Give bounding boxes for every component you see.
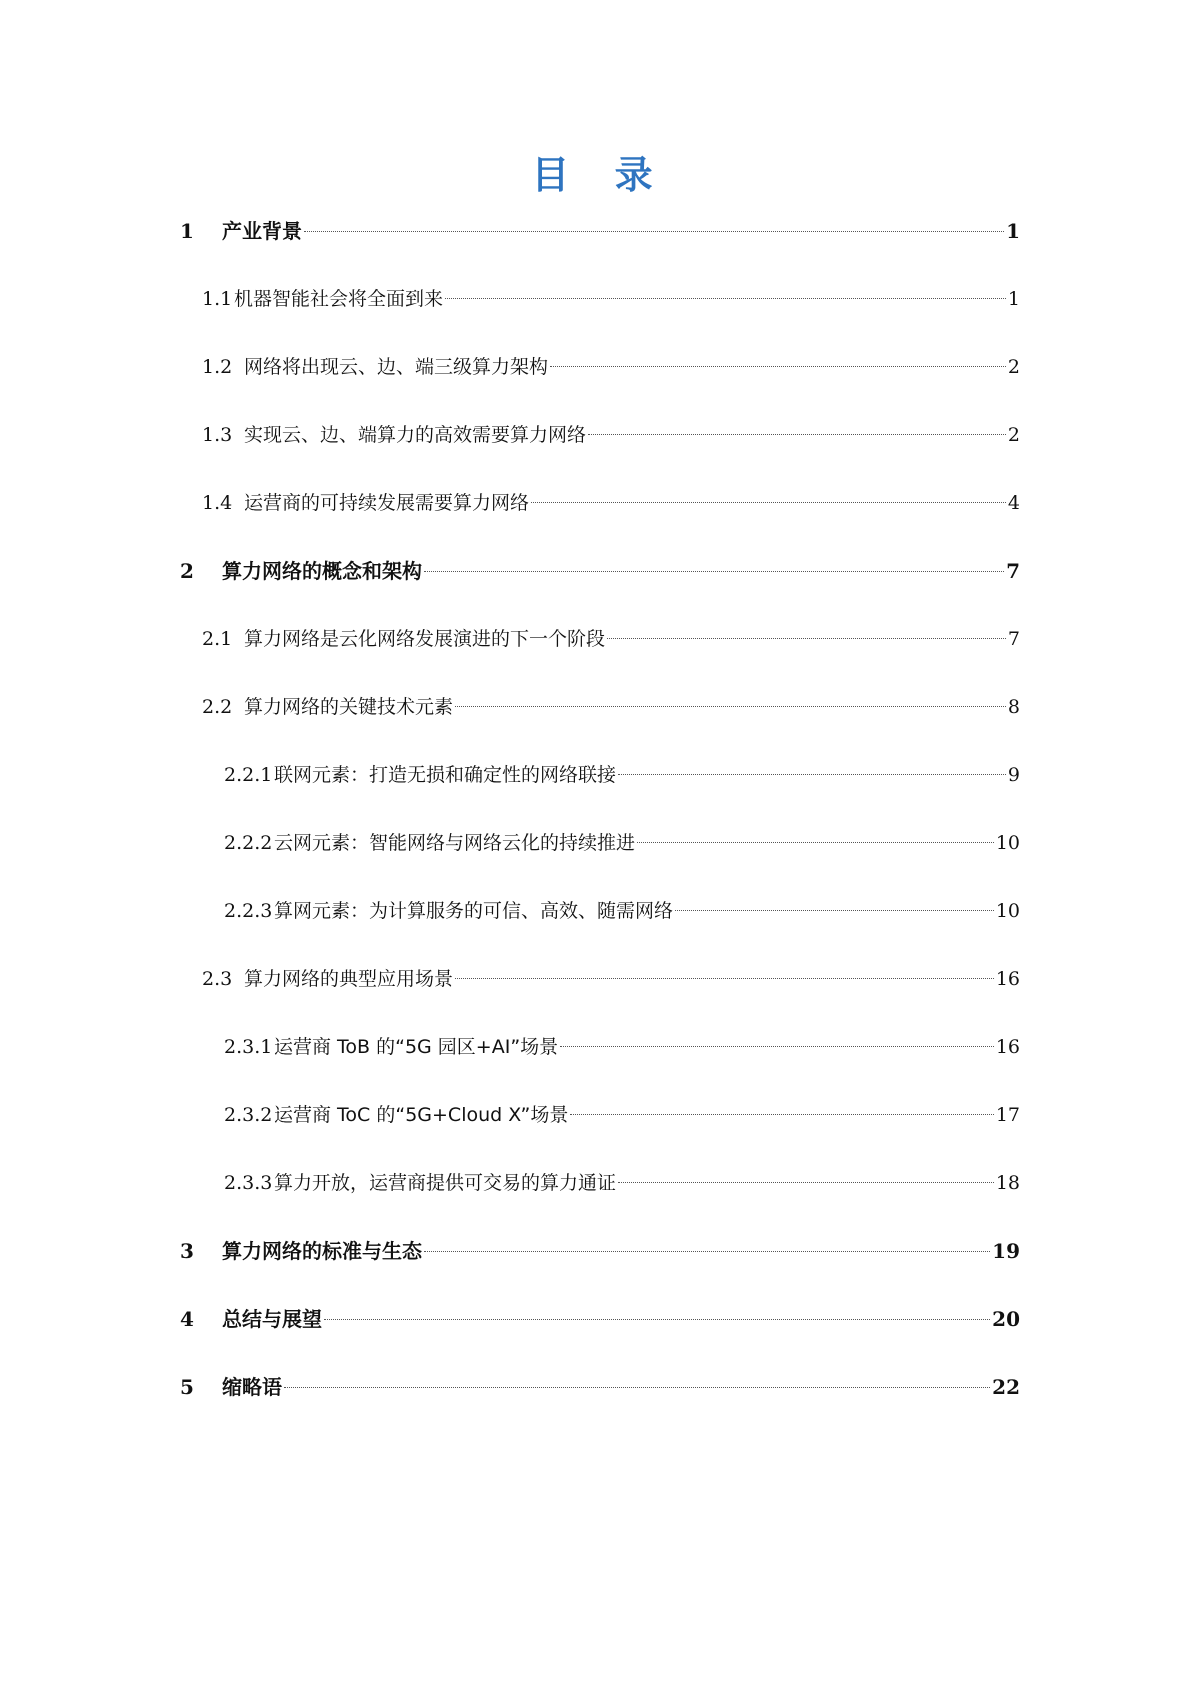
dot-leader <box>618 1182 994 1183</box>
toc-entry-number: 1.2 <box>202 356 233 378</box>
toc-entry-label: 产业背景 <box>222 219 302 243</box>
toc-entry-page: 10 <box>995 900 1020 922</box>
toc-entry-label: 算力网络的关键技术元素 <box>244 696 454 718</box>
dot-leader <box>570 1114 993 1115</box>
toc-entry-1-4[interactable] <box>202 488 1020 518</box>
toc-entry-number: 1 <box>180 219 194 243</box>
toc-entry-1-2[interactable] <box>202 352 1020 382</box>
toc-entry-page: 1 <box>1007 288 1020 310</box>
dot-leader <box>560 1046 994 1047</box>
dot-leader <box>284 1387 990 1388</box>
dot-leader <box>424 571 1004 572</box>
toc-entry-label: 算力网络的典型应用场景 <box>244 968 454 990</box>
toc-entry-number: 2.2.3 <box>224 900 273 922</box>
toc-entry-number: 2.3 <box>202 968 233 990</box>
toc-entry-page: 18 <box>995 1172 1020 1194</box>
toc-entry-page: 19 <box>992 1239 1020 1263</box>
dot-leader <box>531 502 1006 503</box>
toc-entry-label: 网络将出现云、边、端三级算力架构 <box>244 356 549 378</box>
toc-entry-page: 7 <box>1007 628 1020 650</box>
dot-leader <box>445 298 1006 299</box>
toc-entry-label: 算力网络的标准与生态 <box>222 1239 422 1263</box>
toc-entry-2[interactable] <box>180 556 1020 586</box>
toc-entry-1-1[interactable] <box>202 284 1020 314</box>
toc-entry-label: 算力网络是云化网络发展演进的下一个阶段 <box>244 628 606 650</box>
toc-entry-label: 机器智能社会将全面到来 <box>234 288 444 310</box>
toc-entry-page: 10 <box>995 832 1020 854</box>
toc-entry-number: 2.2.2 <box>224 832 273 854</box>
toc-entry-page: 16 <box>995 1036 1020 1058</box>
toc-entry-number: 2.1 <box>202 628 233 650</box>
toc-entry-page: 4 <box>1007 492 1020 514</box>
toc-entry-number: 3 <box>180 1239 194 1263</box>
toc-entry-label: 实现云、边、端算力的高效需要算力网络 <box>244 424 587 446</box>
toc-entry-label: 运营商 ToB 的“5G 园区+AI”场景 <box>274 1036 559 1058</box>
dot-leader <box>455 978 994 979</box>
toc-entry-2-2[interactable] <box>202 692 1020 722</box>
dot-leader <box>607 638 1006 639</box>
toc-entry-4[interactable] <box>180 1304 1020 1334</box>
toc-entry-page: 8 <box>1007 696 1020 718</box>
toc-entry-2-1[interactable] <box>202 624 1020 654</box>
toc-entry-2-2-3[interactable] <box>224 896 1020 926</box>
toc-entry-5[interactable] <box>180 1372 1020 1402</box>
dot-leader <box>324 1319 990 1320</box>
toc-entry-label: 云网元素：智能网络与网络云化的持续推进 <box>274 832 636 854</box>
dot-leader <box>550 366 1006 367</box>
dot-leader <box>675 910 994 911</box>
toc-entry-page: 1 <box>1006 219 1020 243</box>
toc-entry-number: 2.3.2 <box>224 1104 273 1126</box>
dot-leader <box>588 434 1006 435</box>
toc-entry-page: 7 <box>1006 559 1020 583</box>
dot-leader <box>304 231 1004 232</box>
toc-entry-page: 17 <box>995 1104 1020 1126</box>
toc-entry-page: 2 <box>1007 424 1020 446</box>
dot-leader <box>455 706 1006 707</box>
toc-entry-label: 运营商的可持续发展需要算力网络 <box>244 492 530 514</box>
dot-leader <box>637 842 994 843</box>
toc-entry-number: 5 <box>180 1375 194 1399</box>
toc-entry-number: 1.1 <box>202 288 233 310</box>
toc-entry-2-3[interactable] <box>202 964 1020 994</box>
toc-entry-number: 1.3 <box>202 424 233 446</box>
toc-title: 目 录 <box>531 153 669 197</box>
toc-entry-label: 算力网络的概念和架构 <box>222 559 422 583</box>
toc-entry-number: 2.3.1 <box>224 1036 273 1058</box>
toc-entry-label: 算力开放，运营商提供可交易的算力通证 <box>274 1172 617 1194</box>
toc-entry-2-3-2[interactable] <box>224 1100 1020 1130</box>
toc-entry-2-2-1[interactable] <box>224 760 1020 790</box>
toc-entry-label: 运营商 ToC 的“5G+Cloud X”场景 <box>274 1104 569 1126</box>
toc-entry-label: 算网元素：为计算服务的可信、高效、随需网络 <box>274 900 674 922</box>
toc-entry-page: 16 <box>995 968 1020 990</box>
toc-entry-1-3[interactable] <box>202 420 1020 450</box>
toc-entry-page: 20 <box>992 1307 1020 1331</box>
toc-entry-2-3-1[interactable] <box>224 1032 1020 1062</box>
toc-entry-number: 2.3.3 <box>224 1172 273 1194</box>
dot-leader <box>618 774 1006 775</box>
dot-leader <box>424 1251 990 1252</box>
toc-entry-number: 2.2 <box>202 696 233 718</box>
toc-entry-label: 总结与展望 <box>222 1307 322 1331</box>
toc-entry-2-2-2[interactable] <box>224 828 1020 858</box>
toc-entry-3[interactable] <box>180 1236 1020 1266</box>
toc-entry-number: 4 <box>180 1307 194 1331</box>
toc-entry-page: 22 <box>992 1375 1020 1399</box>
toc-entry-number: 2.2.1 <box>224 764 273 786</box>
toc-entry-1[interactable] <box>180 216 1020 246</box>
toc-entry-2-3-3[interactable] <box>224 1168 1020 1198</box>
toc-entry-number: 2 <box>180 559 194 583</box>
toc-entry-number: 1.4 <box>202 492 233 514</box>
toc-entry-label: 联网元素：打造无损和确定性的网络联接 <box>274 764 617 786</box>
toc-entry-page: 9 <box>1007 764 1020 786</box>
toc-entry-page: 2 <box>1007 356 1020 378</box>
toc-entry-label: 缩略语 <box>222 1375 282 1399</box>
